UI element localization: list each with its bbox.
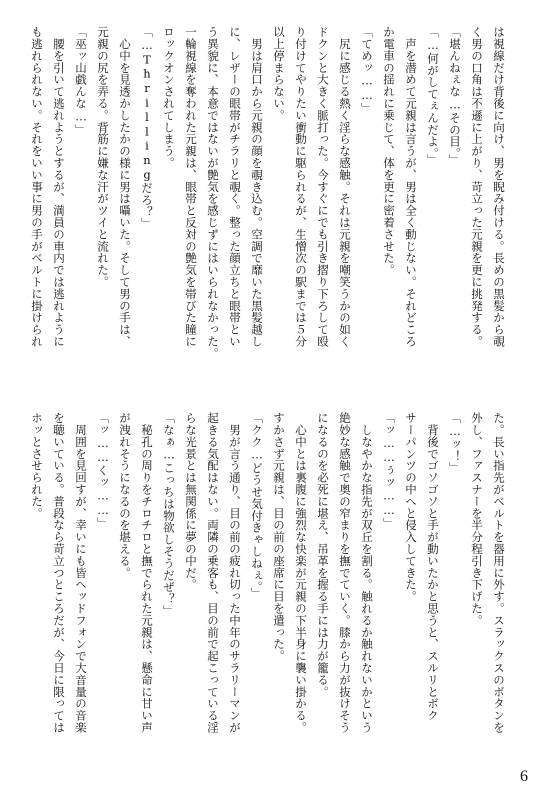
text-line: く男の口角は不遜に上がり、苛立った元親を更に挑発する。 [470,26,484,348]
upper-text-column [30,26,510,371]
text-line: 「巫ッ山戯んな…」 [74,26,88,136]
text-line: た。長い指先がベルトを器用に外す。スラックスのボタンを [492,412,506,734]
text-line: 「てめッ……」 [360,26,374,115]
text-line: サーパンツの中へと侵入してきた。 [404,412,418,603]
text-line: ドクンと大きく脈打った。今すぐにでも引き摺り下ろして殴 [316,26,330,348]
page-number: 6 [520,768,528,785]
lower-text-column [30,412,510,757]
text-line: 「なぁ…こっちは物欲しそうだぜ？」 [162,412,176,617]
text-line: 元親の尻を弄る。背筋に嫌な汗がツイと流れた。 [96,26,110,288]
text-line: か電車の揺れに乗じて、体を更に密着させた。 [382,26,396,276]
text-line: 「クク…どうせ気付きゃしねぇ。」 [250,412,264,600]
text-line: しなやかな指先が双丘を割る。触れるか触れないかという [360,412,374,734]
text-line: も逃れられない。それをいい事に男の手がベルトに掛けられ [30,26,44,348]
text-line: 以上停まらない。 [272,26,286,122]
text-line: は視線だけ背後に向け、男を睨み付ける。長めの黒髪から覗 [492,26,506,348]
text-line: 絶妙な感触で奥の窄まりを撫でていく。膝から力が抜けそう [338,412,352,734]
text-line: 男は肩口から元親の顔を覗き込む。空調で靡いた黒髪越し [250,26,264,348]
text-line: 男が言う通り、目の前の疲れ切った中年のサラリーマンが [228,412,242,734]
text-line: ホッとさせられた。 [30,412,44,520]
text-line: に、レザーの眼帯がチラリと覗く。整った顔立ちと眼帯とい [228,26,242,348]
text-line: 周囲を見回すが、幸いにも皆ヘッドフォンで大音量の音楽 [74,412,88,734]
text-line: 尻に感じる熱く淫らな感触。それは元親を嘲笑うかの如く [338,26,352,348]
text-line: 「ッ……ぅッ……」 [382,412,396,530]
text-line: ロックオンされてしまう。 [162,26,176,169]
text-line: が洩れそうになるのを堪える。 [118,412,132,579]
text-line: を聴いている。普段なら苛立つところだが、今日に限っては [52,412,66,734]
text-line: すかさず元親は、目の前の座席に目を遣った。 [272,412,286,662]
text-line: う異貌に、本意ではないが艶気を感じずにはいられなかった。 [206,26,220,360]
text-line: 「…Thrillingだろ？」 [140,26,154,230]
text-line: り付けてやりたい衝動に駆られるが、生憎次の駅までは５分 [294,26,308,348]
text-line: 「ッ……くッ……」 [96,412,110,530]
text-line: 声を潜めて元親は言うが、男は全く動じない。それどころ [404,26,418,348]
text-line: 心中を見透かしたかの様に男は囁いた。そして男の手は、 [118,26,132,348]
text-line: になるのを必死に堪え、吊革を握る手には力が籠る。 [316,412,330,698]
text-line: 「…ッ！」 [448,412,462,474]
text-line: 外し、ファスナーを半分程引き下げた。 [470,412,484,627]
text-line: 腰を引いて逃れようとするが、満員の車内では逃れように [52,26,66,348]
text-line: 起きる気配はない。両隣の乗客も、目の前で起こっている淫 [206,412,220,734]
text-line: 「…何がしてぇんだよ。」 [426,26,440,166]
text-line: 背後でゴソゴソと手が動いたかと思うと、スルリとボク [426,412,440,722]
text-line: 心中とは裏腹に強烈な快楽が元親の下半身に襲い掛かる。 [294,412,308,734]
text-line: 秘孔の周りをチロチロと撫でられた元親は、懸命に甘い声 [140,412,154,734]
text-line: 一輪視線を奪われた元親は、眼帯と反対の艶気を帯びた瞳に [184,26,198,348]
text-line: 「堪んねぇな…その目。」 [448,26,462,166]
text-line: らな光景とは無関係に夢の中だ。 [184,412,198,591]
